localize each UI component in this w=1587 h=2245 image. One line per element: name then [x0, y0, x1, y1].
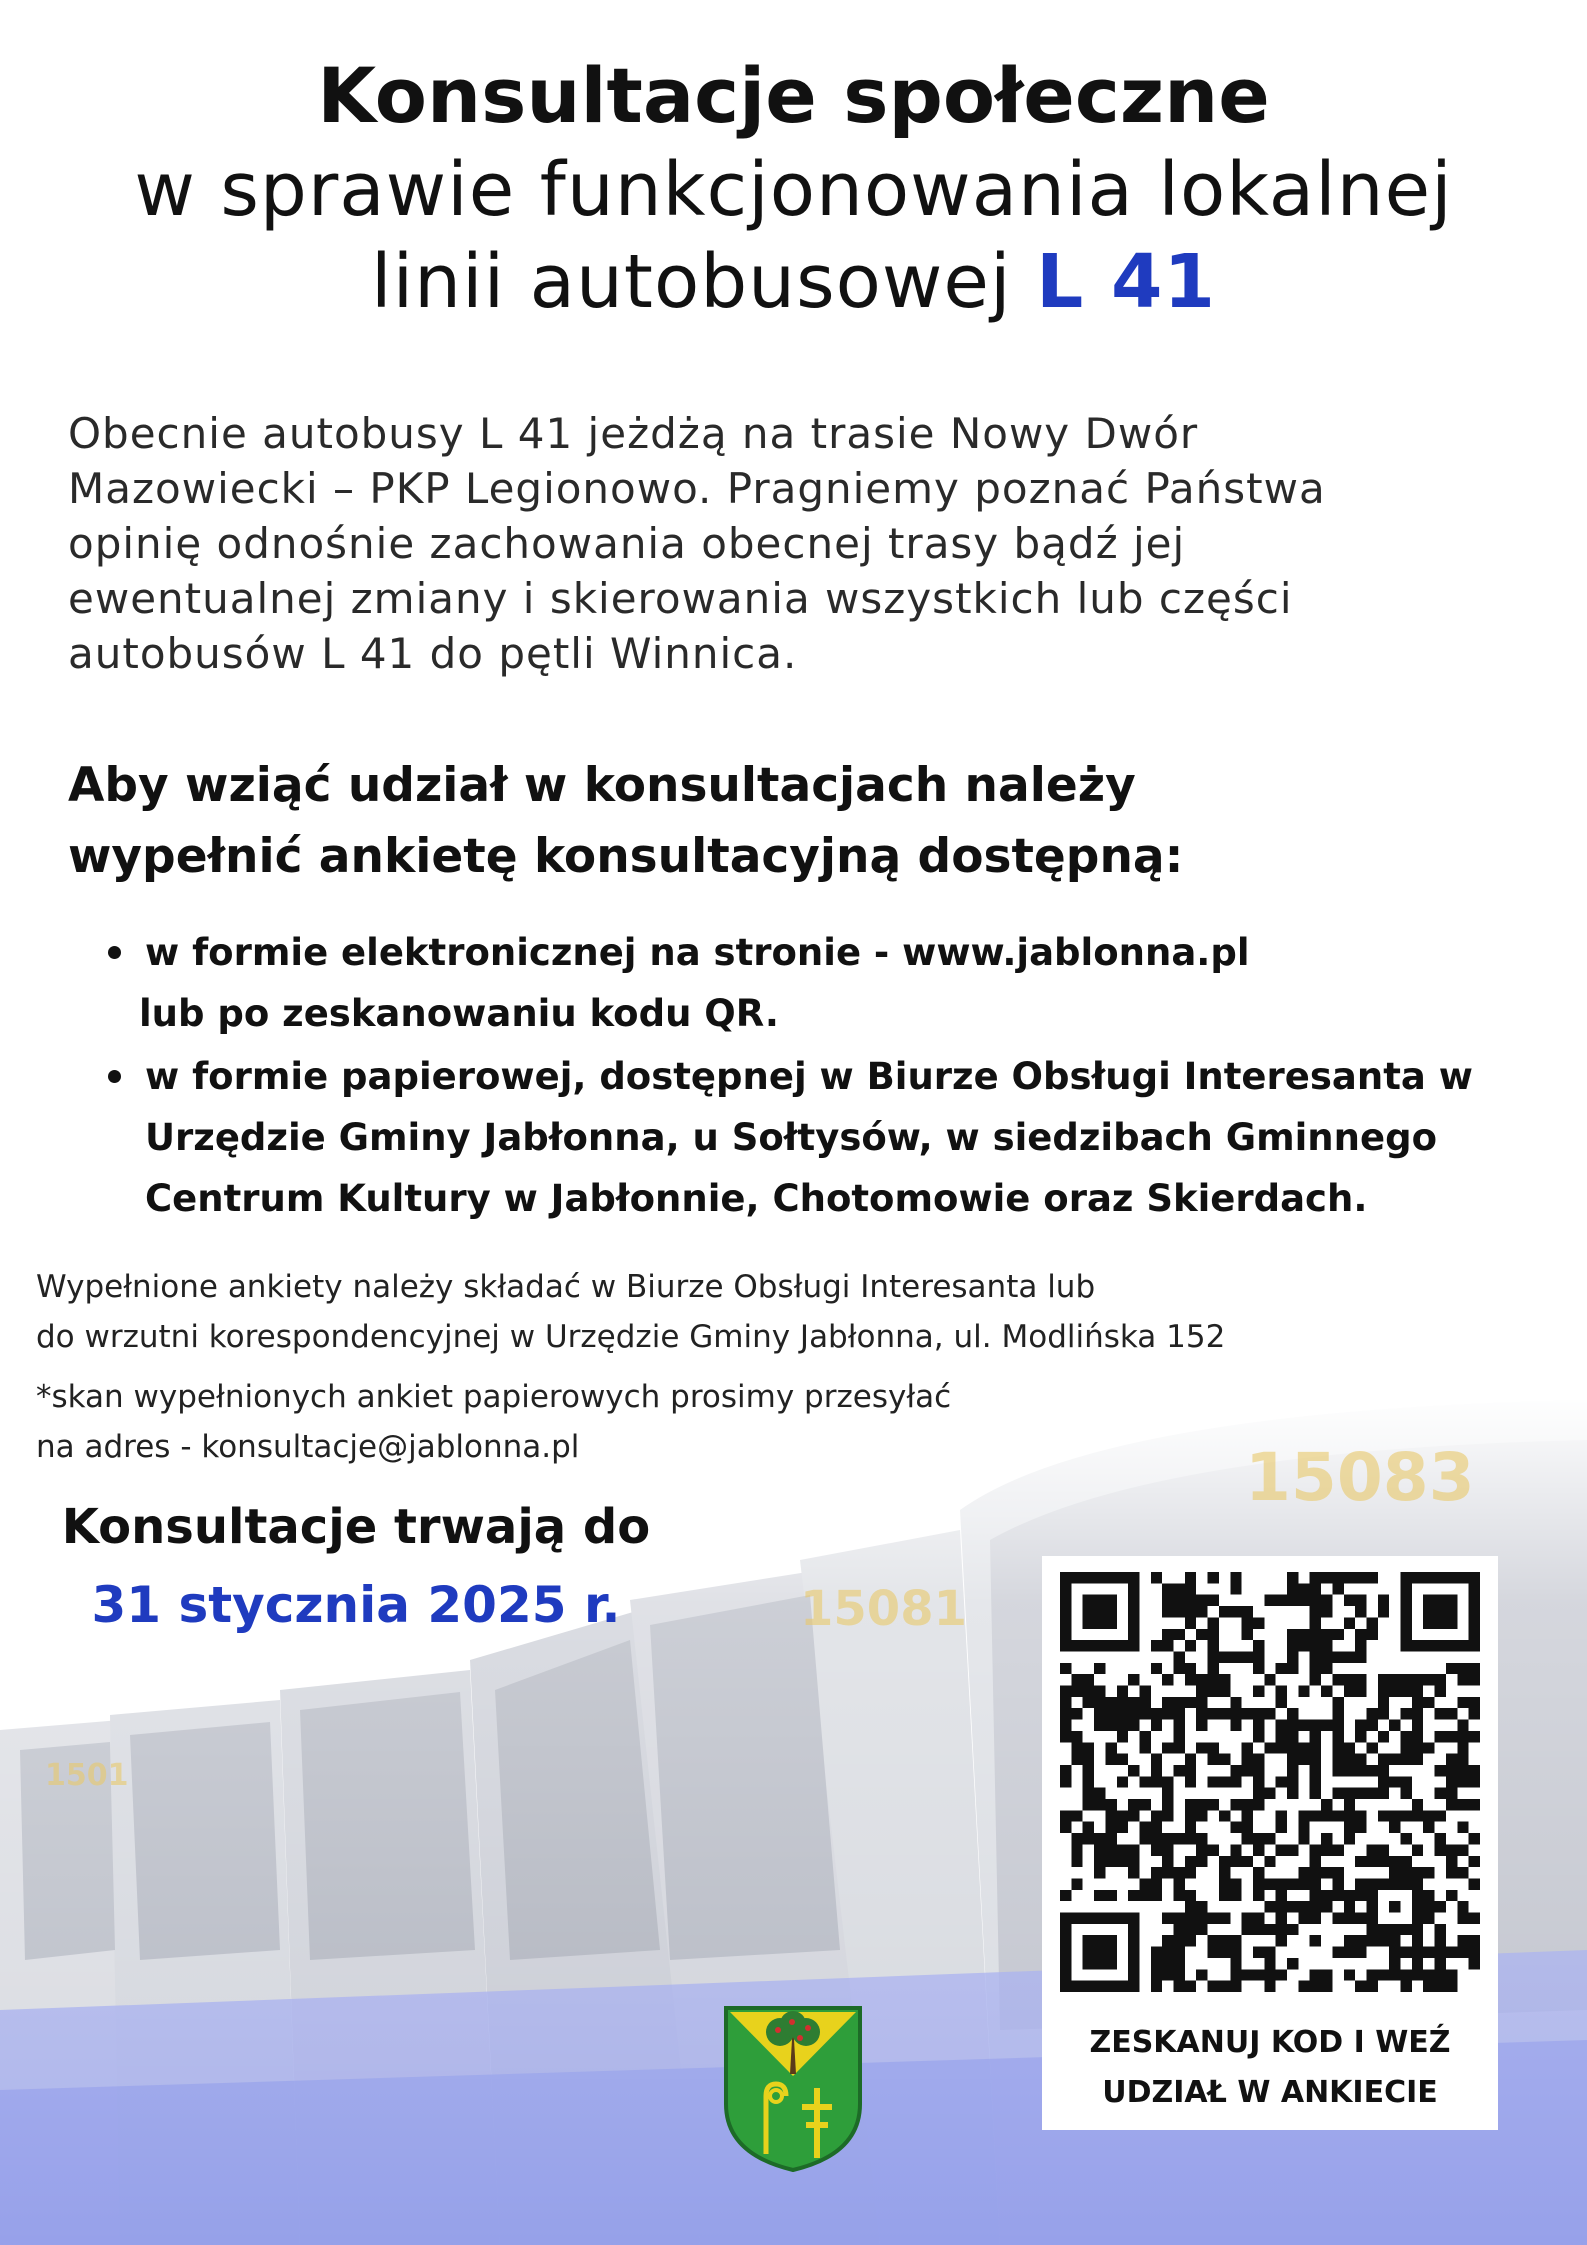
participation-heading	[68, 750, 1488, 892]
option-line: lub po zeskanowaniu kodu QR.	[139, 992, 779, 1035]
qr-finder-pattern	[1060, 1913, 1139, 1992]
bullet-icon	[108, 1070, 121, 1083]
deadline-block	[36, 1488, 676, 1644]
option-line: w formie papierowej, dostępnej w Biurze Obsługi Interesanta w	[145, 1055, 1473, 1098]
intro-paragraph	[68, 406, 1488, 681]
submission-note-line: Wypełnione ankiety należy składać w Biurze Obsługi Interesanta lub	[36, 1269, 1096, 1305]
title-subline-2	[0, 236, 1587, 328]
qr-caption-line: ZESKANUJ KOD I WEŹ	[1089, 2025, 1451, 2060]
option-line: w formie elektronicznej na stronie - www.jablonna.pl	[145, 931, 1250, 974]
bus-number-15081: 15081	[800, 1581, 967, 1637]
title-block	[0, 48, 1587, 328]
title-subline-2-text: linii autobusowej	[371, 239, 1012, 325]
title-subline-1: w sprawie funkcjonowania lokalnej	[134, 147, 1453, 233]
deadline-label: Konsultacje trwają do	[61, 1499, 651, 1555]
intro-line: Mazowiecki – PKP Legionowo. Pragniemy poznać Państwa	[68, 464, 1326, 513]
qr-finder-pattern	[1060, 1572, 1139, 1651]
deadline-date: 31 stycznia 2025 r.	[91, 1576, 621, 1634]
participation-options	[108, 922, 1568, 1229]
participation-heading-line: Aby wziąć udział w konsultacjach należy	[68, 758, 1136, 813]
intro-line: Obecnie autobusy L 41 jeżdżą na trasie Nowy Dwór	[68, 409, 1199, 458]
scan-note	[36, 1372, 1086, 1472]
scan-note-line: *skan wypełnionych ankiet papierowych prosimy przesyłać	[36, 1379, 952, 1415]
option-electronic	[108, 922, 1568, 1044]
bus-number-15083: 15083	[1245, 1439, 1475, 1516]
participation-heading-line: wypełnić ankietę konsultacyjną dostępną:	[68, 829, 1184, 884]
qr-caption-line: UDZIAŁ W ANKIECIE	[1102, 2075, 1438, 2110]
intro-line: autobusów L 41 do pętli Winnica.	[68, 629, 798, 678]
submission-note-line: do wrzutni korespondencyjnej w Urzędzie Gminy Jabłonna, ul. Modlińska 152	[36, 1319, 1226, 1355]
bus-line-code: L 41	[1036, 239, 1216, 325]
coat-of-arms-logo	[722, 2004, 864, 2174]
option-line: Centrum Kultury w Jabłonnie, Chotomowie oraz Skierdach.	[145, 1177, 1368, 1220]
bullet-icon	[108, 946, 121, 959]
qr-card	[1042, 1556, 1498, 2130]
qr-code[interactable]	[1060, 1572, 1480, 1992]
scan-note-line: na adres - konsultacje@jablonna.pl	[36, 1429, 580, 1465]
intro-line: opinię odnośnie zachowania obecnej trasy bądź jej	[68, 519, 1186, 568]
title-main: Konsultacje społeczne	[317, 51, 1270, 140]
bus-number-1501: 1501	[45, 1758, 129, 1793]
option-line: Urzędzie Gminy Jabłonna, u Sołtysów, w siedzibach Gminnego	[145, 1116, 1437, 1159]
qr-finder-pattern	[1401, 1572, 1480, 1651]
qr-caption	[1042, 2018, 1498, 2118]
submission-note	[36, 1262, 1436, 1362]
option-paper	[108, 1046, 1568, 1229]
intro-line: ewentualnej zmiany i skierowania wszystkich lub części	[68, 574, 1293, 623]
